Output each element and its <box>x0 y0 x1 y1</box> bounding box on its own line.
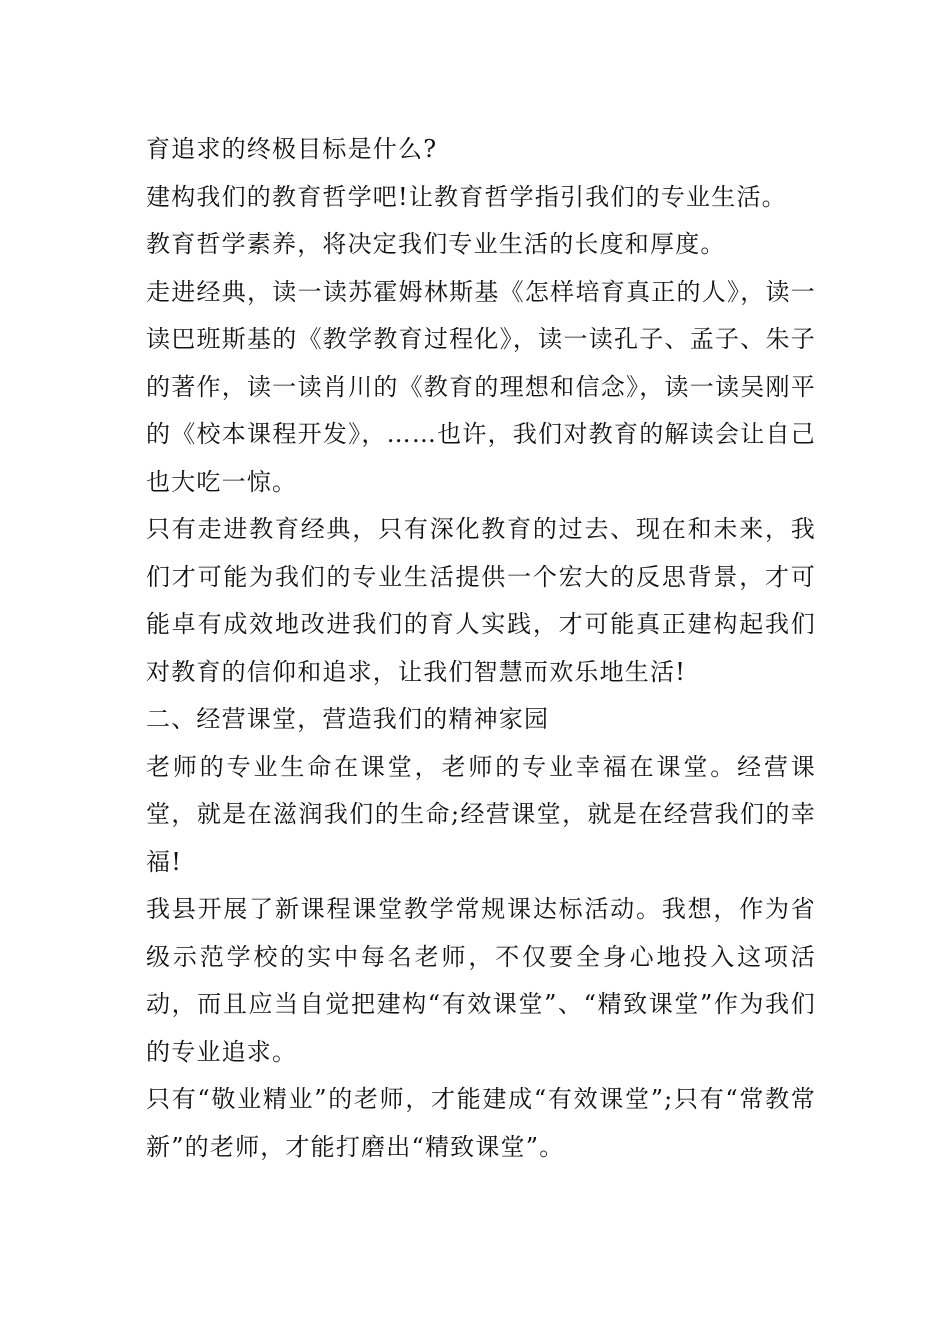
paragraph-closing-question: 育追求的终极目标是什么? <box>146 135 438 163</box>
section-heading-manage-classroom: 二、经营课堂，营造我们的精神家园 <box>146 705 550 733</box>
paragraph-philosophy-literacy: 教育哲学素养，将决定我们专业生活的长度和厚度。 <box>146 230 726 258</box>
paragraph-build-philosophy: 建构我们的教育哲学吧!让教育哲学指引我们的专业生活。 <box>146 182 787 211</box>
paragraph-enter-classics: 只有走进教育经典，只有深化教育的过去、现在和未来，我们才可能为我们的专业生活提供一个宏大的反思背景，才可能卓有成效地改进我们的育人实践，才可能真正建构起我们对教育的信仰和追求，让我们智慧而欢乐地生活! <box>146 515 816 686</box>
paragraph-county-activity: 我县开展了新课程课堂教学常规课达标活动。我想，作为省级示范学校的实中每名老师，不仅要全身心地投入这项活动，而且应当自觉把建构“有效课堂”、“精致课堂”作为我们的专业追求。 <box>146 895 816 1066</box>
document-body <box>146 126 816 1171</box>
paragraph-effective-classroom: 只有“敬业精业”的老师，才能建成“有效课堂”;只有“常教常新”的老师，才能打磨出“精致课堂”。 <box>146 1085 816 1161</box>
paragraph-classroom-life: 老师的专业生命在课堂，老师的专业幸福在课堂。经营课堂，就是在滋润我们的生命;经营课堂，就是在经营我们的幸福! <box>146 752 816 876</box>
paragraph-read-classics: 走进经典，读一读苏霍姆林斯基《怎样培育真正的人》，读一读巴班斯基的《教学教育过程化》，读一读孔子、孟子、朱子的著作，读一读肖川的《教育的理想和信念》，读一读吴刚平的《校本课程开发》，……也许，我们对教育的解读会让自己也大吃一惊。 <box>146 277 816 496</box>
